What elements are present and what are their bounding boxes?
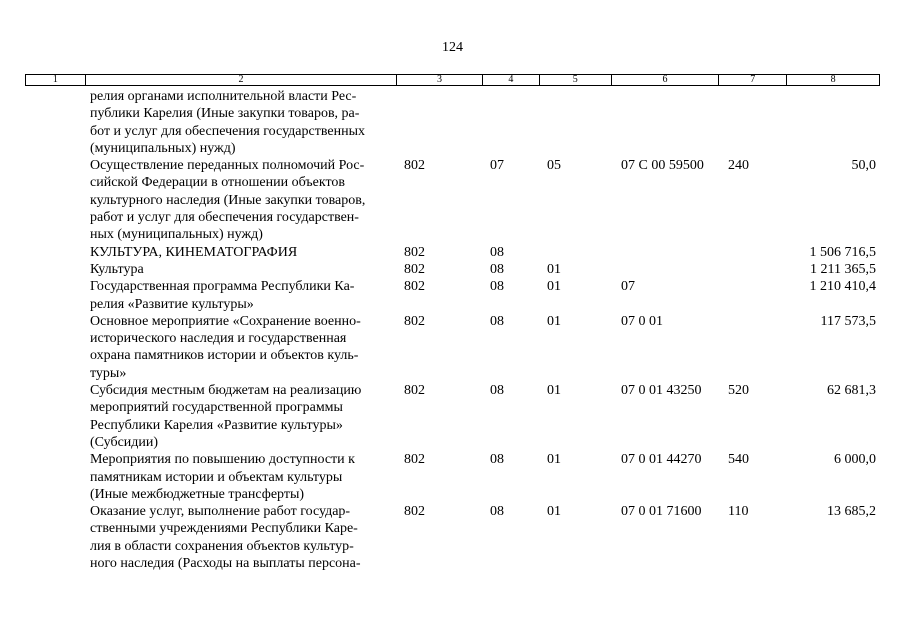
table-row — [0, 261, 905, 278]
cell-admin-code: 802 — [404, 261, 425, 277]
cell-admin-code: 802 — [404, 244, 425, 260]
description-line: публики Карелия (Иные закупки товаров, ра- — [90, 106, 360, 122]
cell-section: 08 — [490, 261, 504, 277]
description-line: туры» — [90, 365, 127, 381]
cell-admin-code: 802 — [404, 504, 425, 520]
description-line: (муниципальных) нужд) — [90, 140, 236, 156]
column-header: 8 — [830, 74, 836, 85]
cell-section: 08 — [490, 313, 504, 329]
cell-section: 08 — [490, 279, 504, 295]
description-line: памятникам истории и объектам культуры — [90, 469, 343, 485]
cell-section: 07 — [490, 158, 504, 174]
row-description — [90, 451, 390, 503]
description-line: Государственная программа Республики Ка- — [90, 279, 355, 295]
table-row — [0, 503, 905, 572]
description-line: ного наследия (Расходы на выплаты персона- — [90, 556, 361, 572]
cell-amount: 6 000,0 — [834, 452, 876, 468]
row-description — [90, 313, 390, 382]
description-line: исторического наследия и государственная — [90, 331, 347, 347]
cell-subsection: 01 — [547, 313, 561, 329]
row-description — [90, 88, 390, 157]
description-line: Субсидия местным бюджетам на реализацию — [90, 383, 362, 399]
cell-subsection: 01 — [547, 261, 561, 277]
cell-subsection: 01 — [547, 452, 561, 468]
column-header: 1 — [26, 75, 86, 85]
cell-target-article: 07 0 01 — [621, 313, 663, 329]
cell-target-article: 07 С 00 59500 — [621, 158, 704, 174]
cell-admin-code: 802 — [404, 158, 425, 174]
description-line: ственными учреждениями Республики Каре- — [90, 521, 358, 537]
cell-amount: 13 685,2 — [827, 504, 876, 520]
cell-target-article: 07 0 01 43250 — [621, 383, 702, 399]
column-header: 4 — [483, 75, 540, 85]
table-row — [0, 244, 905, 261]
cell-subsection: 01 — [547, 383, 561, 399]
description-line: релия «Развитие культуры» — [90, 296, 254, 312]
cell-target-article: 07 — [621, 279, 635, 295]
table-row — [0, 451, 905, 503]
row-description — [90, 382, 390, 451]
description-line: ных (муниципальных) нужд) — [90, 227, 263, 243]
cell-admin-code: 802 — [404, 313, 425, 329]
cell-amount: 1 211 365,5 — [810, 261, 876, 277]
description-line: мероприятий государственной программы — [90, 400, 343, 416]
description-line: Мероприятия по повышению доступности к — [90, 452, 355, 468]
description-line: Основное мероприятие «Сохранение военно- — [90, 313, 361, 329]
cell-section: 08 — [490, 504, 504, 520]
cell-admin-code: 802 — [404, 279, 425, 295]
cell-subsection: 01 — [547, 504, 561, 520]
description-line: КУЛЬТУРА, КИНЕМАТОГРАФИЯ — [90, 244, 298, 260]
column-header: 7 — [719, 75, 787, 85]
row-description — [90, 244, 390, 261]
page-number: 124 — [442, 40, 463, 55]
row-description — [90, 261, 390, 278]
description-line: охрана памятников истории и объектов куль- — [90, 348, 359, 364]
description-line: Республики Карелия «Развитие культуры» — [90, 417, 343, 433]
column-header: 2 — [86, 75, 397, 85]
description-line: (Иные межбюджетные трансферты) — [90, 486, 305, 502]
column-header: 5 — [540, 75, 612, 85]
table-row — [0, 278, 905, 313]
cell-amount: 62 681,3 — [827, 383, 876, 399]
table-body — [0, 88, 905, 572]
cell-amount: 117 573,5 — [820, 313, 876, 329]
cell-target-article: 07 0 01 71600 — [621, 504, 702, 520]
cell-expense-type: 540 — [728, 452, 749, 468]
cell-amount: 1 210 410,4 — [809, 279, 876, 295]
description-line: Культура — [90, 261, 144, 277]
cell-expense-type: 520 — [728, 383, 749, 399]
row-description — [90, 278, 390, 313]
cell-section: 08 — [490, 244, 504, 260]
cell-subsection: 01 — [547, 279, 561, 295]
column-header: 6 — [612, 75, 720, 85]
cell-admin-code: 802 — [404, 452, 425, 468]
cell-amount: 50,0 — [851, 158, 876, 174]
cell-admin-code: 802 — [404, 383, 425, 399]
description-line: (Субсидии) — [90, 434, 159, 450]
table-row — [0, 382, 905, 451]
table-row — [0, 157, 905, 243]
cell-subsection: 05 — [547, 158, 561, 174]
cell-expense-type: 240 — [728, 158, 749, 174]
cell-section: 08 — [490, 452, 504, 468]
description-line: Осуществление переданных полномочий Рос- — [90, 158, 365, 174]
cell-section: 08 — [490, 383, 504, 399]
cell-expense-type: 110 — [728, 504, 749, 520]
table-header — [25, 74, 880, 86]
table-row — [0, 88, 905, 157]
table-row — [0, 313, 905, 382]
description-line: лия в области сохранения объектов культур- — [90, 538, 354, 554]
description-line: культурного наследия (Иные закупки товаров, — [90, 192, 366, 208]
row-description — [90, 503, 390, 572]
description-line: работ и услуг для обеспечения государствен- — [90, 210, 359, 226]
description-line: бот и услуг для обеспечения государственных — [90, 123, 365, 139]
description-line: релия органами исполнительной власти Рес- — [90, 89, 357, 104]
cell-amount: 1 506 716,5 — [809, 244, 876, 260]
cell-target-article: 07 0 01 44270 — [621, 452, 702, 468]
description-line: Оказание услуг, выполнение работ государ- — [90, 504, 351, 520]
row-description — [90, 157, 390, 243]
description-line: сийской Федерации в отношении объектов — [90, 175, 346, 191]
column-header: 3 — [397, 75, 483, 85]
